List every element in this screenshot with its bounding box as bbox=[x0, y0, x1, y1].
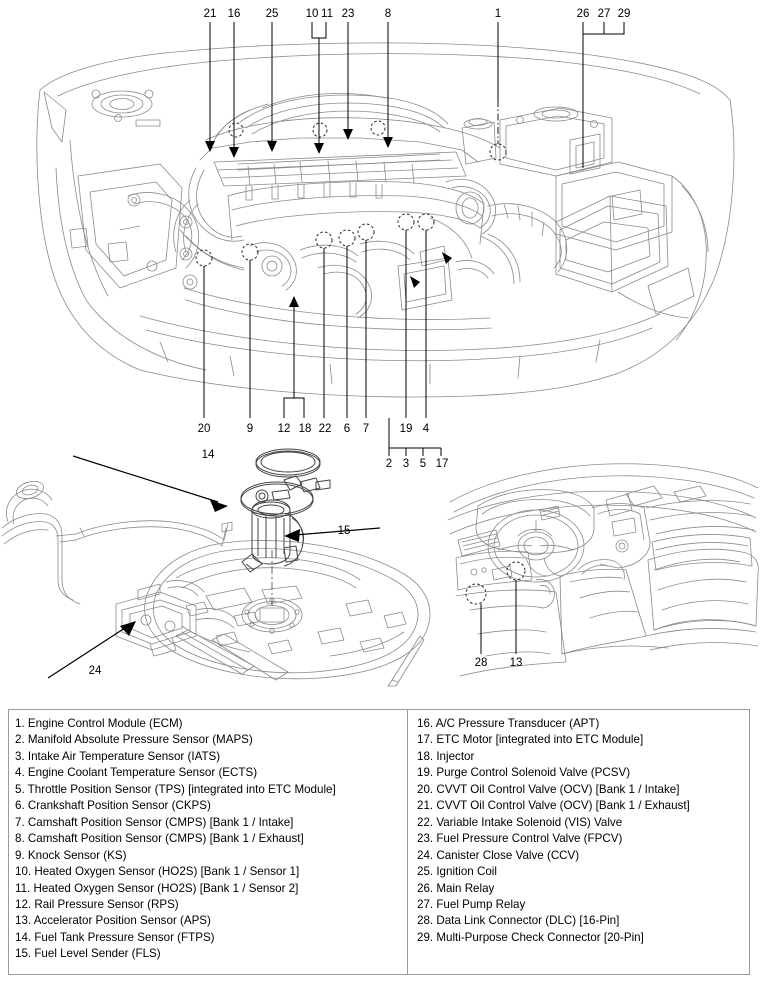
legend-item: 22. Variable Intake Solenoid (VIS) Valve bbox=[417, 815, 623, 829]
legend-item: 20. CVVT Oil Control Valve (OCV) [Bank 1 / Intake] bbox=[417, 782, 680, 796]
legend-item: 3. Intake Air Temperature Sensor (IATS) bbox=[15, 749, 221, 763]
legend-item: 13. Accelerator Position Sensor (APS) bbox=[15, 914, 211, 928]
callout-5: 5 bbox=[419, 458, 427, 470]
callout-3: 3 bbox=[402, 458, 410, 470]
legend-item: 28. Data Link Connector (DLC) [16-Pin] bbox=[417, 914, 620, 928]
callout-19: 19 bbox=[399, 423, 413, 435]
callout-6: 6 bbox=[343, 423, 351, 435]
highlight-ring-7 bbox=[358, 224, 374, 240]
callout-29: 29 bbox=[617, 8, 631, 20]
callout-13: 13 bbox=[509, 657, 523, 669]
legend-item: 19. Purge Control Solenoid Valve (PCSV) bbox=[417, 766, 631, 780]
legend-item: 8. Camshaft Position Sensor (CMPS) [Bank 1 / Exhaust] bbox=[15, 832, 304, 846]
fuel-tank-illustration bbox=[0, 440, 450, 690]
callout-27: 27 bbox=[597, 8, 611, 20]
legend-item: 4. Engine Coolant Temperature Sensor (ECTS) bbox=[15, 766, 258, 780]
callout-24: 24 bbox=[88, 665, 102, 677]
legend-item: 6. Crankshaft Position Sensor (CKPS) bbox=[15, 799, 211, 813]
legend-item: 18. Injector bbox=[417, 749, 475, 763]
callout-28: 28 bbox=[474, 657, 488, 669]
legend-item: 12. Rail Pressure Sensor (RPS) bbox=[15, 897, 179, 911]
legend-item: 23. Fuel Pressure Control Valve (FPCV) bbox=[417, 832, 623, 846]
legend-item: 2. Manifold Absolute Pressure Sensor (MAPS) bbox=[15, 733, 253, 747]
legend-item: 15. Fuel Level Sender (FLS) bbox=[15, 947, 161, 961]
legend-item: 21. CVVT Oil Control Valve (OCV) [Bank 1 / Exhaust] bbox=[417, 799, 690, 813]
callout-15: 15 bbox=[337, 525, 351, 537]
legend-item: 26. Main Relay bbox=[417, 881, 495, 895]
leader-arrowheads-top bbox=[205, 129, 393, 158]
callout-16: 16 bbox=[227, 8, 241, 20]
component-legend bbox=[8, 709, 750, 975]
legend-item: 29. Multi-Purpose Check Connector [20-Pin] bbox=[417, 930, 644, 944]
legend-item: 9. Knock Sensor (KS) bbox=[15, 848, 127, 862]
legend-column-left bbox=[9, 710, 408, 974]
callout-9: 9 bbox=[246, 423, 254, 435]
callout-8: 8 bbox=[384, 8, 392, 20]
callout-7: 7 bbox=[362, 423, 370, 435]
callout-20: 20 bbox=[197, 423, 211, 435]
callout-22: 22 bbox=[318, 423, 332, 435]
callout-10: 10 bbox=[305, 8, 319, 20]
highlight-ring-21 bbox=[229, 123, 243, 137]
legend-item: 16. A/C Pressure Transducer (APT) bbox=[417, 717, 600, 730]
legend-item: 5. Throttle Position Sensor (TPS) [integrated into ETC Module] bbox=[15, 782, 336, 796]
legend-item: 25. Ignition Coil bbox=[417, 865, 497, 879]
interior-dashboard-illustration bbox=[440, 450, 763, 680]
highlight-ring-13 bbox=[507, 562, 525, 580]
callout-11: 11 bbox=[321, 8, 333, 20]
highlight-ring-19 bbox=[398, 214, 414, 230]
legend-item: 10. Heated Oxygen Sensor (HO2S) [Bank 1 / Sensor 1] bbox=[15, 865, 300, 879]
callout-12: 12 bbox=[277, 423, 291, 435]
callout-14: 14 bbox=[201, 449, 215, 461]
callout-25: 25 bbox=[265, 8, 279, 20]
engine-bay-illustration bbox=[0, 0, 763, 470]
highlight-ring-23b bbox=[371, 121, 385, 135]
legend-item: 14. Fuel Tank Pressure Sensor (FTPS) bbox=[15, 930, 215, 944]
legend-item: 27. Fuel Pump Relay bbox=[417, 897, 526, 911]
legend-column-right bbox=[408, 710, 749, 974]
legend-item: 1. Engine Control Module (ECM) bbox=[15, 717, 183, 730]
legend-item: 11. Heated Oxygen Sensor (HO2S) [Bank 1 / Sensor 2] bbox=[15, 881, 299, 895]
leader-arrowheads-bottom bbox=[289, 252, 452, 307]
highlight-ring-6 bbox=[339, 230, 355, 246]
callout-4: 4 bbox=[422, 423, 430, 435]
callout-1: 1 bbox=[494, 8, 502, 20]
callout-26: 26 bbox=[576, 8, 590, 20]
callout-23: 23 bbox=[341, 8, 355, 20]
callout-21: 21 bbox=[203, 8, 217, 20]
callout-17: 17 bbox=[435, 458, 449, 470]
fuel-tank-leaders bbox=[48, 456, 380, 678]
highlight-ring-25b bbox=[313, 123, 327, 137]
legend-item: 17. ETC Motor [integrated into ETC Module] bbox=[417, 733, 644, 747]
callout-18: 18 bbox=[298, 423, 312, 435]
legend-item: 7. Camshaft Position Sensor (CMPS) [Bank 1 / Intake] bbox=[15, 815, 294, 829]
highlight-ring-4 bbox=[418, 214, 434, 230]
interior-leaders bbox=[481, 580, 516, 654]
callout-2: 2 bbox=[385, 458, 393, 470]
legend-item: 24. Canister Close Valve (CCV) bbox=[417, 848, 580, 862]
